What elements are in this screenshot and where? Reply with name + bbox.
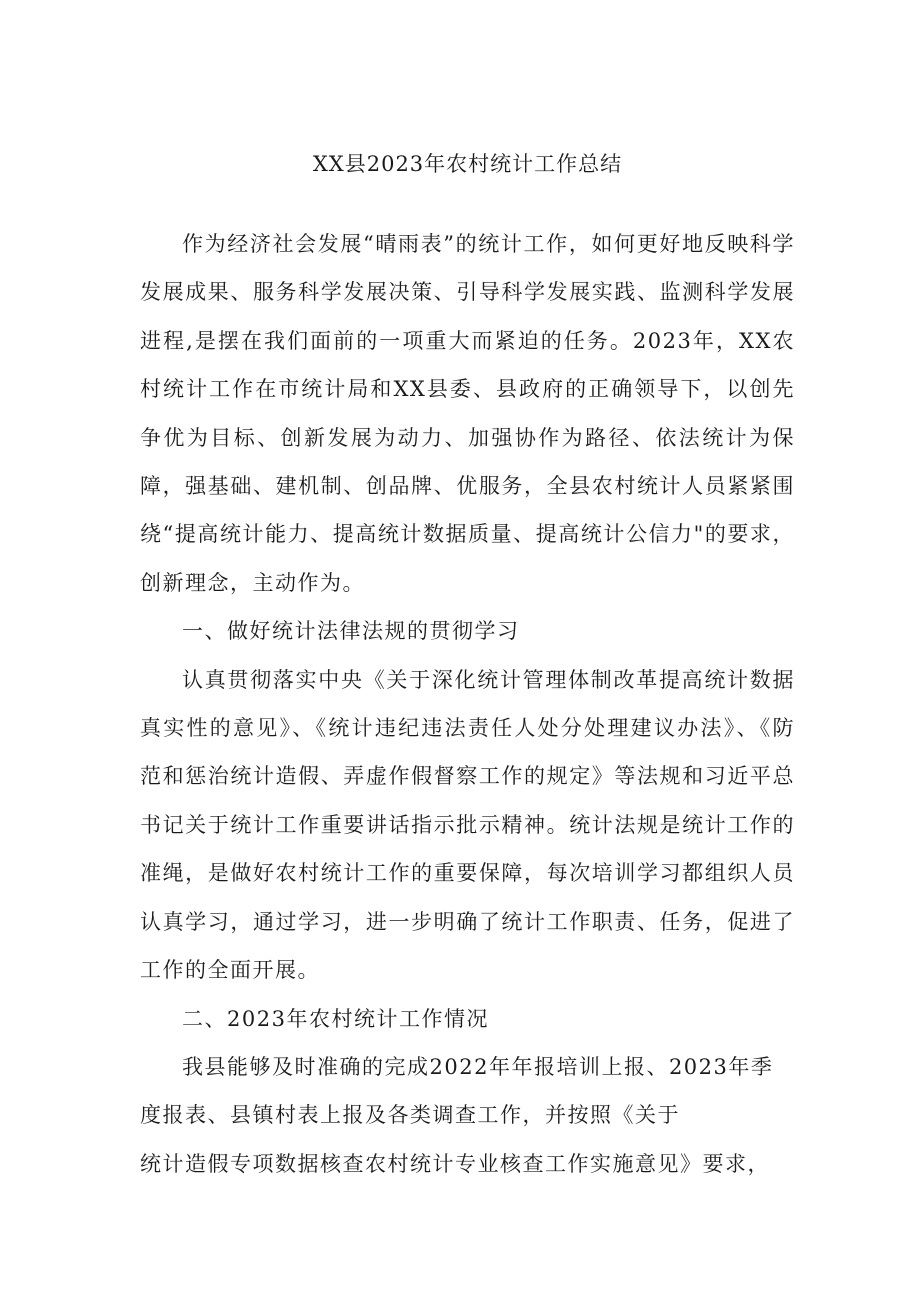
document-page bbox=[140, 0, 795, 1302]
intro-paragraph: 作为经济社会发展“晴雨表”的统计工作，如何更好地反映科学发展成果、服务科学发展决策、引导科学发展实践、监测科学发展进程,是摆在我们面前的一项重大而紧迫的任务。2023年，XX农村统计工作在市统计局和XX县委、县政府的正确领导下，以创先争优为目标、创新发展为动力、加强协作为路径、依法统计为保障，强基础、建机制、创品牌、优服务，全县农村统计人员紧紧围绕“提高统计能力、提高统计数据质量、提高统计公信力"的要求，创新理念，主动作为。 bbox=[140, 232, 795, 595]
section-2-line-3: 统计造假专项数据核查农村统计专业核查工作实施意见》要求， bbox=[140, 1151, 770, 1176]
section-2-line-1: 我县能够及时准确的完成2022年年报培训上报、2023年季 bbox=[182, 1054, 774, 1079]
section-heading-1: 一、做好统计法律法规的贯彻学习 bbox=[182, 619, 520, 644]
section-heading-2: 二、2023年农村统计工作情况 bbox=[182, 1006, 489, 1031]
document-title: XX县2023年农村统计工作总结 bbox=[312, 152, 623, 176]
section-paragraph-1: 认真贯彻落实中央《关于深化统计管理体制改革提高统计数据真实性的意见》、《统计违纪违法责任人处分处理建议办法》、《防范和惩治统计造假、弄虚作假督察工作的规定》等法规和习近平总书记关于统计工作重要讲话指示批示精神。统计法规是统计工作的准绳，是做好农村统计工作的重要保障，每次培训学习都组织人员认真学习，通过学习，进一步明确了统计工作职责、任务，促进了工作的全面开展。 bbox=[140, 667, 795, 983]
section-2-line-2: 度报表、县镇村表上报及各类调查工作，并按照《关于 bbox=[140, 1103, 680, 1128]
document-body bbox=[140, 220, 795, 1188]
